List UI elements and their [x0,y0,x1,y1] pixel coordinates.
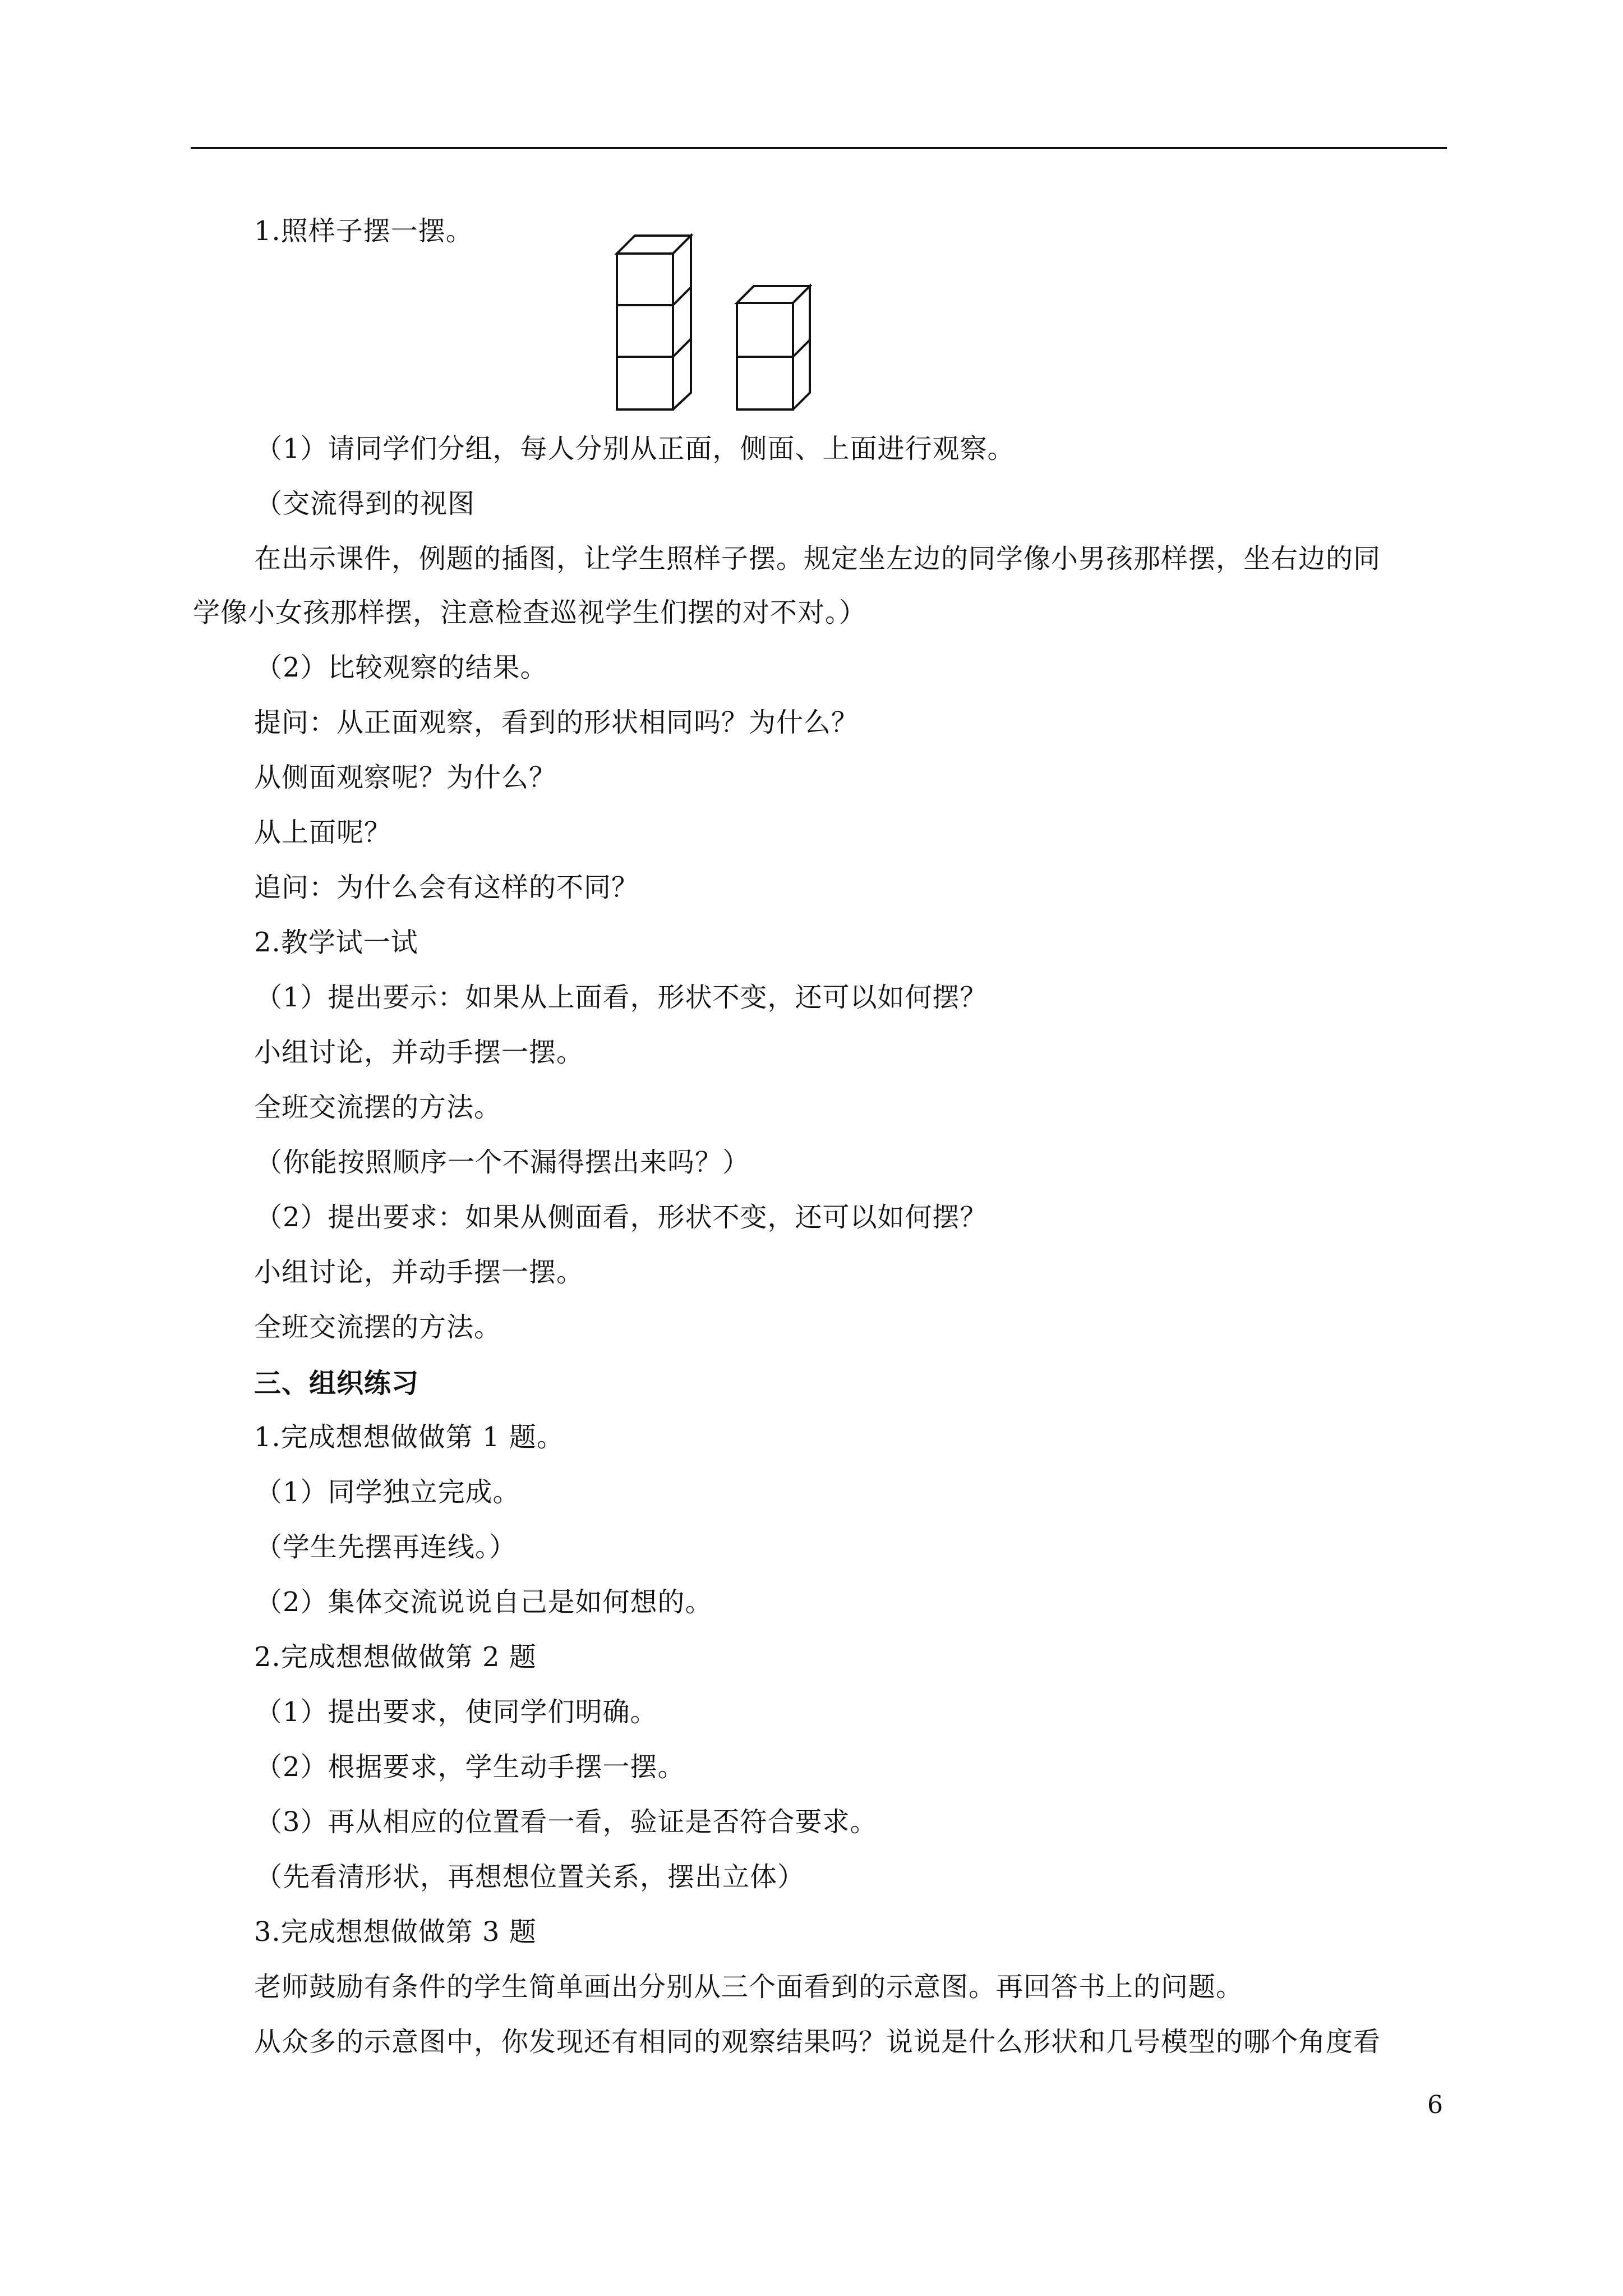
text-line: （学生先摆再连线。） [255,1531,517,1563]
text-line: （交流得到的视图 [255,488,476,519]
text-line: （2）根据要求，学生动手摆一摆。 [255,1751,685,1783]
text-line: 从众多的示意图中，你发现还有相同的观察结果吗？说说是什么形状和几号模型的哪个角度看 [254,2026,1381,2058]
text-line: （你能按照顺序一个不漏得摆出来吗？） [255,1147,750,1178]
text-line: 全班交流摆的方法。 [254,1312,502,1343]
text-line: 从上面呢？ [254,817,392,848]
text-line: 全班交流摆的方法。 [254,1092,502,1123]
text-line: 小组讨论，并动手摆一摆。 [254,1037,584,1068]
text-line: 在出示课件，例题的插图，让学生照样子摆。规定坐左边的同学像小男孩那样摆，坐右边的同 [254,543,1381,574]
text-line: （1）提出要示：如果从上面看，形状不变，还可以如何摆？ [255,982,988,1013]
header-rule [191,147,1447,149]
text-line: 老师鼓励有条件的学生简单画出分别从三个面看到的示意图。再回答书上的问题。 [254,1971,1244,2003]
text-line: （2）提出要求：如果从侧面看，形状不变，还可以如何摆？ [255,1202,988,1233]
text-line: 提问：从正面观察，看到的形状相同吗？为什么？ [254,707,859,738]
text-line: 从侧面观察呢？为什么？ [254,762,557,793]
text-line: 2.完成想想做做第 2 题 [254,1641,537,1673]
text-line: 追问：为什么会有这样的不同？ [254,872,639,903]
text-line: （2）集体交流说说自己是如何想的。 [255,1586,713,1618]
text-line: （3）再从相应的位置看一看，验证是否符合要求。 [255,1806,878,1838]
cube-stack-2 [737,286,810,409]
text-line: （1）同学独立完成。 [255,1476,520,1508]
section-heading: 三、组织练习 [254,1368,419,1399]
text-line: （1）请同学们分组，每人分别从正面，侧面、上面进行观察。 [255,433,1015,464]
text-line: （2）比较观察的结果。 [255,652,548,683]
text-line: 小组讨论，并动手摆一摆。 [254,1257,584,1288]
text-line: 3.完成想想做做第 3 题 [254,1916,537,1948]
text-line: 2.教学试一试 [254,927,418,958]
cube-stacks-figure [611,231,819,411]
cube-stack-3 [617,236,691,409]
text-line: 学像小女孩那样摆，注意检查巡视学生们摆的对不对。） [193,597,867,628]
text-line: （先看清形状，再想想位置关系，摆出立体） [255,1861,805,1893]
page-number: 6 [1427,2091,1443,2119]
text-line: 1.完成想想做做第 1 题。 [254,1421,564,1453]
text-line: 1.照样子摆一摆。 [254,215,473,247]
text-line: （1）提出要求，使同学们明确。 [255,1696,658,1728]
